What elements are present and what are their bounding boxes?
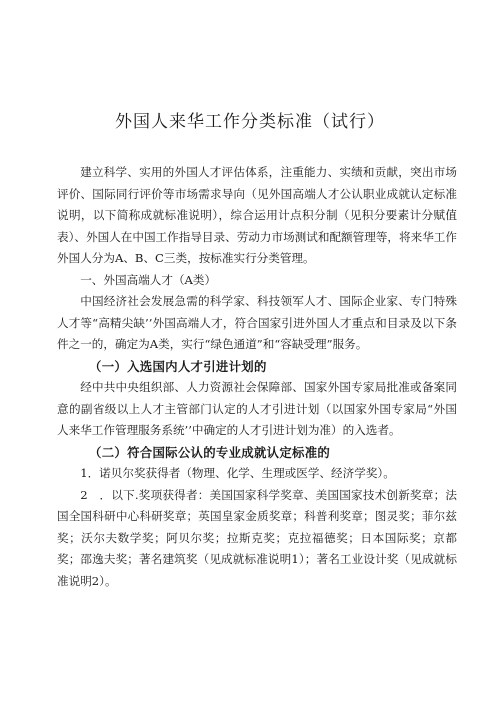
document-title: 外国人来华工作分类标准（试行） bbox=[115, 112, 385, 132]
list-item-2: 2 ．以下.奖项获得者：美国国家科学奖章、美国国家技术创新奖章；法国全国科研中心科研奖章；英国皇家金质奖章；科普利奖章；图灵奖；菲尔兹奖；沃尔夫数学奖；阿贝尔奖；拉斯克奖；克拉福德奖；日本国际奖；京都奖；邵逸夫奖；著名建筑奖（见成就标准说明1）；著名工业设计奖（见成就标准说明2）。 bbox=[57, 487, 457, 588]
section-a-paragraph: 中国经济社会发展急需的科学家、科技领军人才、国际企业家、专门特殊人才等“高精尖缺’’外国高端人才，符合国家引进外国人才重点和目录及以下条件之一的，确定为A类，实行“绿色通道”和“容缺受理”服务。 bbox=[57, 294, 457, 351]
subsection-1-heading: （一）入选国内人才引进计划的 bbox=[89, 358, 267, 374]
list-item-1: 1．诺贝尔奖获得者（物理、化学、生理或医学、经济学奖）。 bbox=[80, 466, 395, 480]
intro-paragraph: 建立科学、实用的外国人才评估体系，注重能力、实绩和贡献，突出市场评价、国际同行评价等市场需求导向（见外国高端人才公认职业成就认定标准说明，以下简称成就标准说明），综合运用计点积分制（见积分要素计分赋值表）、外国人在中国工作指导目录、劳动力市场测试和配额管理等，将来华工作外国人分为A、B、C三类，按标准实行分类管理。 bbox=[57, 165, 457, 265]
subsection-2-heading: （二）符合国际公认的专业成就认定标准的 bbox=[89, 444, 331, 460]
document-body bbox=[57, 162, 457, 592]
subsection-1-paragraph: 经中共中央组织部、人力资源社会保障部、国家外国专家局批准或备案同意的副省级以上人才主管部门认定的人才引进计划（以国家外国专家局“外国人来华工作管理服务系统’’中确定的人才引进计划为准）的入选者。 bbox=[57, 380, 457, 437]
section-a-heading: 一、外国高端人才（A类） bbox=[80, 272, 217, 287]
